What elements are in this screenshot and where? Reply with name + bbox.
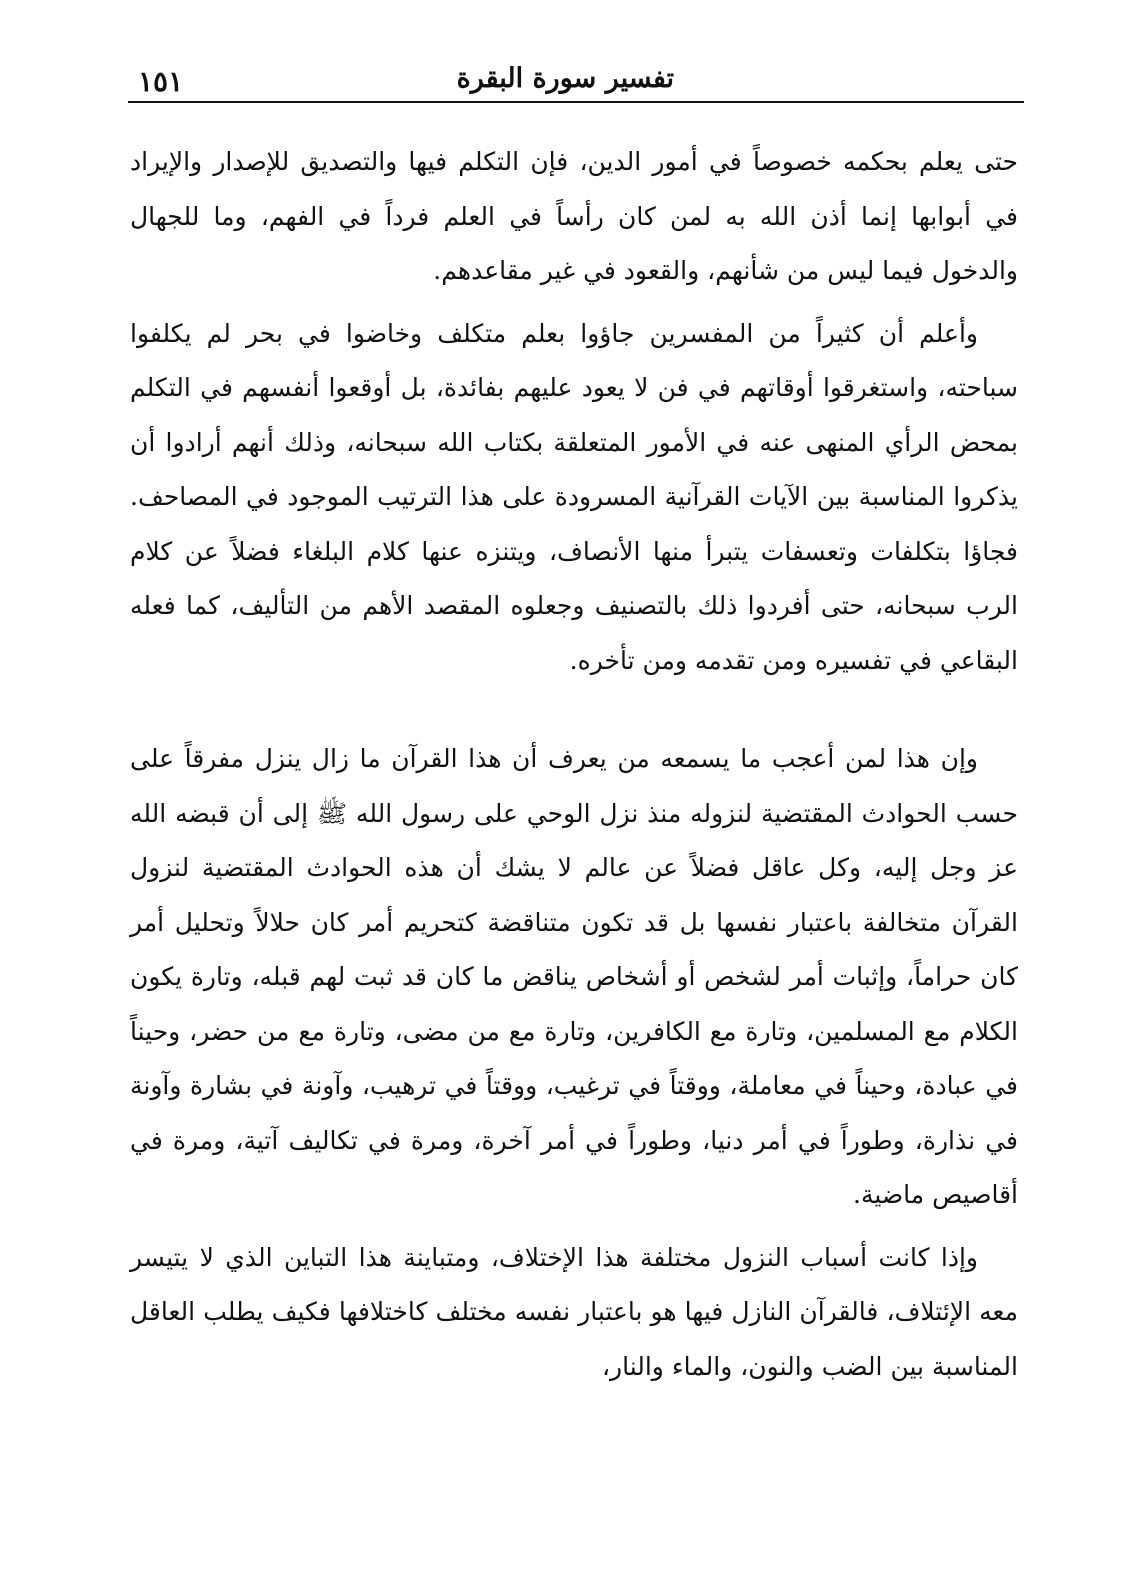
running-header [128, 55, 1024, 103]
paragraph-2: وأعلم أن كثيراً من المفسرين جاؤوا بعلم متكلف وخاضوا في بحر لم يكلفوا سباحته، واستغرقوا أوقاتهم في فن لا يعود عليهم بفائدة، بل أوقعوا أنفسهم في التكلم بمحض الرأي المنهى عنه في الأمور المتعلقة بكتاب الله سبحانه، وذلك أنهم أرادوا أن يذكروا المناسبة بين الآيات القرآنية المسرودة على هذا الترتيب الموجود في المصاحف. فجاؤا بتكلفات وتعسفات يتبرأ منها الأنصاف، ويتنزه عنها كلام البلغاء فضلاً عن كلام الرب سبحانه، حتى أفردوا ذلك بالتصنيف وجعلوه المقصد الأهم من التأليف، كما فعله البقاعي في تفسيره ومن تقدمه ومن تأخره. [130, 318, 1018, 675]
paragraph-1: حتى يعلم بحكمه خصوصاً في أمور الدين، فإن التكلم فيها والتصديق للإصدار والإيراد في أبوابها إنما أذن الله به لمن كان رأساً في العلم فرداً في الفهم، وما للجهال والدخول فيما ليس من شأنهم، والقعود في غير مقاعدهم. [130, 147, 1018, 285]
running-title: تفسير سورة البقرة [456, 63, 674, 94]
paragraph-4: وإذا كانت أسباب النزول مختلفة هذا الإختلاف، ومتباينة هذا التباين الذي لا يتيسر معه الإئتلاف، فالقرآن النازل فيها هو باعتبار نفسه مختلف كاختلافها فكيف يطلب العاقل المناسبة بين الضب والنون، والماء والنار، [130, 1242, 1018, 1381]
page-number: ١٥١ [138, 65, 184, 98]
paragraph-3: وإن هذا لمن أعجب ما يسمعه من يعرف أن هذا القرآن ما زال ينزل مفرقاً على حسب الحوادث المقتضية لنزوله منذ نزل الوحي على رسول الله ﷺ إلى أن قبضه الله عز وجل إليه، وكل عاقل فضلاً عن عالم لا يشك أن هذه الحوادث المقتضية لنزول القرآن متخالفة باعتبار نفسها بل قد تكون متناقضة كتحريم أمر كان حلالاً وتحليل أمر كان حراماً، وإثبات أمر لشخص أو أشخاص يناقض ما كان قد ثبت لهم قبله، وتارة يكون الكلام مع المسلمين، وتارة مع الكافرين، وتارة مع من مضى، وتارة مع من حضر، وحيناً في عبادة، وحيناً في معاملة، ووقتاً في ترغيب، ووقتاً في ترهيب، وآونة في بشارة وآونة في نذارة، وطوراً في أمر دنيا، وطوراً في أمر آخرة، ومرة في تكاليف آتية، ومرة في أقاصيص ماضية. [130, 744, 1018, 1209]
body-text [130, 135, 1018, 1394]
header-rule [128, 101, 1024, 103]
